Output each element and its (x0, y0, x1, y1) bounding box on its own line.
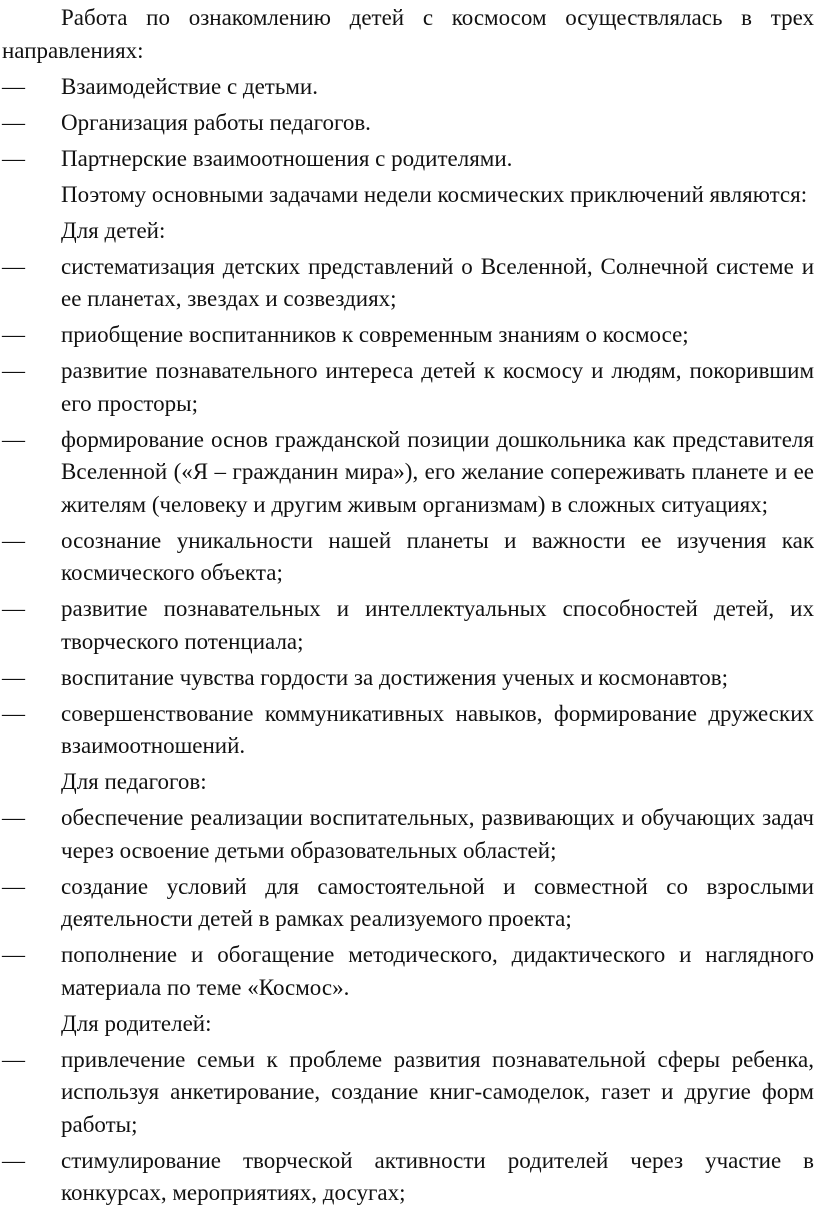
dash-marker: — (2, 873, 25, 899)
list-item (2, 1145, 814, 1210)
list-item (2, 424, 814, 522)
dash-marker: — (2, 426, 25, 452)
list-item-text: воспитание чувства гордости за достижения ученых и космонавтов; (61, 664, 729, 690)
dash-marker: — (2, 596, 25, 621)
dash-marker: — (2, 358, 25, 383)
list-item (2, 662, 814, 695)
dash-marker: — (2, 253, 25, 279)
list-item-text: приобщение воспитанников к современным знаниям о космосе; (61, 322, 689, 347)
teachers-heading: Для педагогов: (61, 769, 207, 794)
list-item-text: стимулирование творческой активности родителей через участие в конкурсах, мероприятиях, досугах; (61, 1147, 814, 1205)
list-item (2, 1044, 814, 1142)
list-item-text: развитие познавательных и интеллектуальных способностей детей, их творческого потенциала; (61, 596, 814, 654)
dash-marker: — (2, 942, 25, 967)
direction-item (2, 107, 814, 140)
list-item-text: обеспечение реализации воспитательных, развивающих и обучающих задач через освоение детьми образовательных областей; (61, 805, 814, 863)
list-item (2, 525, 814, 590)
direction-item (2, 143, 814, 176)
dash-marker: — (2, 805, 25, 830)
list-item (2, 355, 814, 420)
dash-marker: — (2, 1147, 25, 1173)
list-item-text: привлечение семьи к проблеме развития познавательной сферы ребенка, используя анкетирование, создание книг-самоделок, газет и другие форм работы; (61, 1046, 814, 1137)
list-item (2, 593, 814, 658)
dash-marker: — (2, 1046, 25, 1072)
dash-marker: — (2, 73, 25, 99)
list-item-text: формирование основ гражданской позиции дошкольника как представителя Вселенной («Я – гражданин мира»), его желание сопереживать планете и ее жителям (человеку и другим живым организмам) в сложных ситуациях; (61, 426, 814, 517)
tasks-intro-paragraph: Поэтому основными задачами недели космических приключений являются: (61, 181, 808, 207)
list-item-text: совершенствование коммуникативных навыков, формирование дружеских взаимоотношений. (61, 700, 814, 758)
dash-marker: — (2, 109, 25, 135)
list-item-text: систематизация детских представлений о Вселенной, Солнечной системе и ее планетах, звездах и созвездиях; (61, 253, 814, 311)
dash-marker: — (2, 145, 25, 171)
list-item-text: осознание уникальности нашей планеты и важности ее изучения как космического объекта; (61, 527, 814, 585)
dash-marker: — (2, 664, 25, 690)
dash-marker: — (2, 322, 25, 347)
list-item-text: пополнение и обогащение методического, дидактического и наглядного материала по теме «Космос». (61, 942, 814, 1000)
direction-text: Взаимодействие с детьми. (61, 73, 318, 99)
direction-text: Организация работы педагогов. (61, 109, 371, 135)
children-heading: Для детей: (61, 217, 166, 243)
dash-marker: — (2, 527, 25, 553)
list-item-text: развитие познавательного интереса детей к космосу и людям, покорившим его просторы; (61, 358, 814, 416)
list-item (2, 251, 814, 316)
list-item (2, 802, 814, 867)
parents-heading: Для родителей: (61, 1010, 212, 1036)
list-item (2, 939, 814, 1004)
list-item (2, 871, 814, 936)
list-item (2, 698, 814, 763)
direction-text: Партнерские взаимоотношения с родителями. (61, 145, 513, 171)
intro-paragraph: Работа по ознакомлению детей с космосом осуществлялась в трех направлениях: (2, 5, 814, 63)
list-item-text: создание условий для самостоятельной и совместной со взрослыми деятельности детей в рамках реализуемого проекта; (61, 873, 814, 931)
direction-item (2, 71, 814, 104)
dash-marker: — (2, 700, 25, 726)
list-item (2, 319, 814, 352)
